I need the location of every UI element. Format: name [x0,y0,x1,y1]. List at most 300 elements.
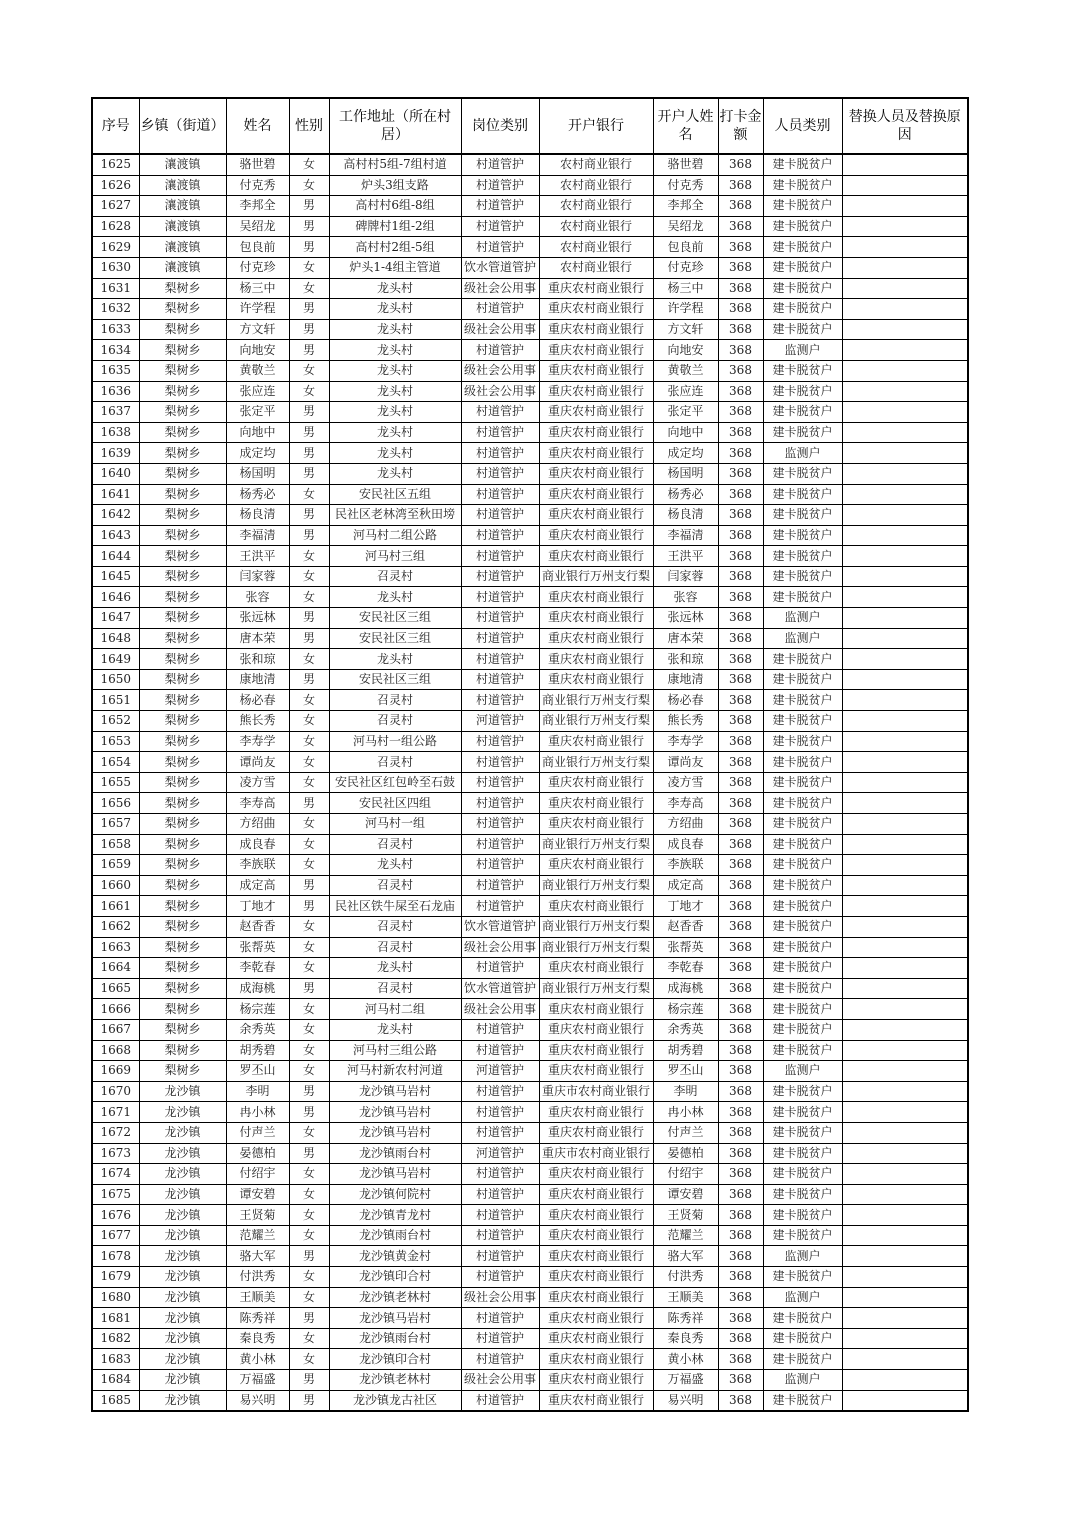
township-cell [139,1349,226,1370]
table-row [92,978,968,999]
work-address-cell-text: 龙头村 [376,383,413,398]
person-category-cell [763,978,842,999]
person-category-cell [763,278,842,299]
serial-cell [92,690,139,711]
account-holder-cell [653,505,718,526]
township-cell [139,587,226,608]
township-cell [139,1122,226,1143]
serial-cell-text: 1635 [100,363,132,378]
work-address-cell [329,360,461,381]
replacement-cell [842,422,968,443]
name-cell-text: 胡秀碧 [239,1042,276,1057]
post-type-cell [461,525,539,546]
bank-cell-text: 重庆农村商业银行 [547,404,644,419]
person-category-cell [763,855,842,876]
serial-cell [92,587,139,608]
post-type-cell [461,1370,539,1391]
work-address-cell-text: 龙头村 [376,651,413,666]
account-holder-cell [653,566,718,587]
name-cell-text: 骆世碧 [239,157,276,172]
work-address-cell [329,196,461,217]
township-cell [139,1081,226,1102]
post-type-cell [461,628,539,649]
name-cell [226,1370,289,1391]
person-category-cell [763,299,842,320]
gender-cell [289,875,329,896]
amount-cell [718,1019,763,1040]
gender-cell-text: 男 [302,898,315,913]
serial-cell [92,834,139,855]
bank-cell [539,669,653,690]
name-cell-text: 包良前 [239,239,276,254]
bank-cell [539,896,653,917]
table-row [92,463,968,484]
bank-cell [539,628,653,649]
name-cell-text: 吴绍龙 [239,219,276,234]
person-category-cell-text: 建卡脱贫户 [772,548,833,563]
amount-cell [718,772,763,793]
person-category-cell-text: 监测户 [784,445,821,460]
township-cell [139,834,226,855]
col-header-township: 乡镇（街道） [139,98,226,154]
account-holder-cell-text: 付声兰 [667,1125,704,1140]
account-holder-cell-text: 杨良清 [667,507,704,522]
gender-cell [289,1390,329,1411]
name-cell [226,257,289,278]
person-category-cell-text: 建卡脱贫户 [772,280,833,295]
post-type-cell-text: 村道管护 [475,589,524,604]
bank-cell-text: 重庆农村商业银行 [547,857,644,872]
name-cell-text: 王顺美 [239,1289,276,1304]
name-cell [226,978,289,999]
name-cell-text: 张和琼 [239,651,276,666]
gender-cell-text: 男 [302,1372,315,1387]
name-cell [226,278,289,299]
bank-cell-text: 重庆农村商业银行 [547,342,644,357]
post-type-cell-text: 村道管护 [475,754,524,769]
bank-cell [539,814,653,835]
person-category-cell-text: 建卡脱贫户 [772,157,833,172]
account-holder-cell-text: 成定高 [667,878,704,893]
township-cell [139,546,226,567]
gender-cell [289,216,329,237]
account-holder-cell [653,1122,718,1143]
account-holder-cell-text: 唐本荣 [667,630,704,645]
amount-cell [718,278,763,299]
account-holder-cell [653,525,718,546]
township-cell-text: 梨树乡 [164,733,201,748]
replacement-cell [842,154,968,175]
gender-cell [289,978,329,999]
name-cell-text: 张应连 [239,383,276,398]
person-category-cell [763,1205,842,1226]
name-cell-text: 李乾春 [239,960,276,975]
post-type-cell [461,505,539,526]
replacement-cell [842,1143,968,1164]
bank-cell-text: 农村商业银行 [559,177,632,192]
account-holder-cell-text: 丁地才 [667,898,704,913]
account-holder-cell [653,216,718,237]
post-type-cell [461,793,539,814]
person-category-cell-text: 建卡脱贫户 [772,857,833,872]
bank-cell-text: 农村商业银行 [559,219,632,234]
gender-cell [289,402,329,423]
replacement-cell [842,1184,968,1205]
person-category-cell [763,360,842,381]
gender-cell [289,196,329,217]
name-cell-text: 万福盛 [239,1372,276,1387]
township-cell [139,463,226,484]
bank-cell-text: 重庆农村商业银行 [547,1042,644,1057]
bank-cell-text: 重庆农村商业银行 [547,1351,644,1366]
work-address-cell-text: 安民社区三组 [358,610,431,625]
work-address-cell-text: 龙头村 [376,589,413,604]
work-address-cell [329,1390,461,1411]
township-cell [139,752,226,773]
person-category-cell [763,154,842,175]
name-cell-text: 熊长秀 [239,713,276,728]
post-type-cell [461,463,539,484]
work-address-cell-text: 龙头村 [376,342,413,357]
post-type-cell-text: 村道管护 [475,1331,524,1346]
serial-cell [92,731,139,752]
gender-cell [289,1308,329,1329]
work-address-cell [329,793,461,814]
account-holder-cell [653,278,718,299]
table-row [92,628,968,649]
bank-cell [539,340,653,361]
person-category-cell-text: 建卡脱贫户 [772,878,833,893]
person-category-cell-text: 建卡脱贫户 [772,239,833,254]
account-holder-cell [653,1143,718,1164]
serial-cell-text: 1629 [100,239,132,254]
person-category-cell [763,402,842,423]
replacement-cell [842,1390,968,1411]
township-cell-text: 梨树乡 [164,795,201,810]
table-row [92,216,968,237]
township-cell [139,1019,226,1040]
serial-cell-text: 1678 [100,1248,132,1263]
serial-cell [92,1246,139,1267]
serial-cell-text: 1640 [100,466,132,481]
township-cell [139,1308,226,1329]
township-cell-text: 梨树乡 [164,486,201,501]
gender-cell [289,278,329,299]
serial-cell [92,196,139,217]
gender-cell-text: 女 [302,1001,315,1016]
work-address-cell [329,1164,461,1185]
account-holder-cell [653,752,718,773]
township-cell-text: 龙沙镇 [164,1269,201,1284]
serial-cell-text: 1630 [100,260,132,275]
post-type-cell-text: 村道管护 [475,1042,524,1057]
table-row [92,937,968,958]
amount-cell [718,587,763,608]
amount-cell [718,216,763,237]
person-category-cell [763,669,842,690]
amount-cell [718,1164,763,1185]
table-row [92,566,968,587]
post-type-cell [461,299,539,320]
account-holder-cell [653,628,718,649]
post-type-cell-text: 村道管护 [475,878,524,893]
work-address-cell [329,443,461,464]
post-type-cell [461,1081,539,1102]
table-row [92,1122,968,1143]
post-type-cell [461,772,539,793]
serial-cell [92,1225,139,1246]
township-cell-text: 龙沙镇 [164,1125,201,1140]
bank-cell-text: 重庆农村商业银行 [547,1228,644,1243]
gender-cell [289,1225,329,1246]
person-category-cell [763,587,842,608]
post-type-cell-text: 级社会公用事 [463,1289,536,1304]
bank-cell-text: 重庆农村商业银行 [547,383,644,398]
person-category-cell-text: 建卡脱贫户 [772,1310,833,1325]
header-row [92,98,968,154]
amount-cell-text: 368 [729,1351,752,1366]
table-row [92,772,968,793]
amount-cell-text: 368 [729,589,752,604]
amount-cell-text: 368 [729,816,752,831]
replacement-cell [842,669,968,690]
gender-cell [289,1040,329,1061]
name-cell-text: 秦良秀 [239,1331,276,1346]
gender-cell-text: 男 [302,507,315,522]
bank-cell-text: 商业银行万州支行梨 [541,981,650,996]
amount-cell [718,360,763,381]
township-cell [139,1225,226,1246]
post-type-cell-text: 级社会公用事 [463,383,536,398]
account-holder-cell-text: 付洪秀 [667,1269,704,1284]
account-holder-cell-text: 杨国明 [667,466,704,481]
work-address-cell-text: 龙头村 [376,857,413,872]
post-type-cell-text: 村道管护 [475,569,524,584]
work-address-cell-text: 龙沙镇雨台村 [358,1228,431,1243]
name-cell-text: 唐本荣 [239,630,276,645]
table-row [92,1081,968,1102]
name-cell-text: 李寿高 [239,795,276,810]
account-holder-cell [653,875,718,896]
gender-cell [289,1102,329,1123]
account-holder-cell-text: 万福盛 [667,1372,704,1387]
post-type-cell-text: 饮水管道管护 [463,919,536,934]
work-address-cell-text: 河马村二组公路 [352,527,437,542]
post-type-cell [461,1040,539,1061]
table-row [92,1390,968,1411]
replacement-cell [842,1246,968,1267]
post-type-cell-text: 村道管护 [475,177,524,192]
name-cell [226,1308,289,1329]
table-row [92,525,968,546]
account-holder-cell [653,731,718,752]
replacement-cell [842,916,968,937]
serial-cell-text: 1677 [100,1228,132,1243]
name-cell [226,1184,289,1205]
work-address-cell-text: 龙沙镇龙古社区 [352,1392,437,1407]
amount-cell [718,319,763,340]
account-holder-cell-text: 胡秀碧 [667,1042,704,1057]
work-address-cell [329,896,461,917]
gender-cell [289,525,329,546]
person-category-cell [763,958,842,979]
work-address-cell-text: 龙头村 [376,466,413,481]
serial-cell-text: 1631 [100,280,132,295]
serial-cell-text: 1638 [100,425,132,440]
bank-cell [539,1081,653,1102]
bank-cell [539,257,653,278]
work-address-cell-text: 高村村6组-8组 [355,198,435,213]
post-type-cell-text: 级社会公用事 [463,1372,536,1387]
account-holder-cell-text: 张远林 [667,610,704,625]
serial-cell-text: 1670 [100,1084,132,1099]
replacement-cell [842,1164,968,1185]
township-cell-text: 梨树乡 [164,1022,201,1037]
work-address-cell-text: 龙沙镇马岩村 [358,1310,431,1325]
name-cell-text: 李寿学 [239,733,276,748]
account-holder-cell-text: 康地清 [667,672,704,687]
gender-cell [289,690,329,711]
serial-cell-text: 1673 [100,1145,132,1160]
gender-cell [289,443,329,464]
post-type-cell [461,875,539,896]
bank-cell [539,793,653,814]
serial-cell-text: 1669 [100,1063,132,1078]
name-cell-text: 冉小林 [239,1104,276,1119]
person-category-cell [763,443,842,464]
post-type-cell-text: 村道管护 [475,486,524,501]
gender-cell-text: 女 [302,589,315,604]
account-holder-cell-text: 易兴明 [667,1392,704,1407]
gender-cell-text: 女 [302,548,315,563]
bank-cell-text: 重庆农村商业银行 [547,795,644,810]
bank-cell [539,875,653,896]
account-holder-cell-text: 范耀兰 [667,1228,704,1243]
amount-cell-text: 368 [729,1125,752,1140]
gender-cell [289,237,329,258]
name-cell [226,1328,289,1349]
serial-cell-text: 1646 [100,589,132,604]
person-category-cell [763,340,842,361]
replacement-cell [842,1205,968,1226]
name-cell [226,896,289,917]
person-category-cell [763,1184,842,1205]
table-row [92,752,968,773]
work-address-cell-text: 河马村一组 [364,816,425,831]
table-row [92,1019,968,1040]
name-cell-text: 张帮英 [239,939,276,954]
work-address-cell [329,340,461,361]
township-cell-text: 梨树乡 [164,754,201,769]
amount-cell-text: 368 [729,1392,752,1407]
work-address-cell [329,319,461,340]
person-category-cell-text: 建卡脱贫户 [772,425,833,440]
serial-cell [92,896,139,917]
name-cell [226,340,289,361]
replacement-cell [842,1061,968,1082]
name-cell-text: 谭安碧 [239,1186,276,1201]
serial-cell [92,175,139,196]
person-category-cell-text: 建卡脱贫户 [772,795,833,810]
amount-cell-text: 368 [729,1248,752,1263]
post-type-cell [461,257,539,278]
work-address-cell [329,1205,461,1226]
township-cell-text: 梨树乡 [164,301,201,316]
post-type-cell-text: 村道管护 [475,898,524,913]
serial-cell-text: 1628 [100,219,132,234]
gender-cell [289,1267,329,1288]
amount-cell [718,896,763,917]
township-cell [139,896,226,917]
bank-cell [539,360,653,381]
gender-cell-text: 男 [302,630,315,645]
township-cell-text: 龙沙镇 [164,1084,201,1099]
bank-cell-text: 重庆农村商业银行 [547,775,644,790]
work-address-cell [329,1040,461,1061]
account-holder-cell [653,999,718,1020]
serial-cell-text: 1637 [100,404,132,419]
bank-cell [539,1370,653,1391]
person-category-cell [763,196,842,217]
amount-cell-text: 368 [729,1042,752,1057]
name-cell-text: 范耀兰 [239,1228,276,1243]
person-category-cell-text: 建卡脱贫户 [772,1166,833,1181]
amount-cell [718,463,763,484]
name-cell-text: 付声兰 [239,1125,276,1140]
person-category-cell [763,505,842,526]
amount-cell-text: 368 [729,939,752,954]
account-holder-cell-text: 付绍宇 [667,1166,704,1181]
name-cell-text: 康地清 [239,672,276,687]
gender-cell-text: 女 [302,1289,315,1304]
table-row [92,1143,968,1164]
work-address-cell [329,422,461,443]
amount-cell-text: 368 [729,754,752,769]
amount-cell [718,299,763,320]
work-address-cell [329,237,461,258]
work-address-cell-text: 龙头村 [376,445,413,460]
name-cell [226,669,289,690]
account-holder-cell [653,1205,718,1226]
replacement-cell [842,855,968,876]
post-type-cell [461,711,539,732]
work-address-cell [329,566,461,587]
township-cell-text: 梨树乡 [164,610,201,625]
account-holder-cell [653,484,718,505]
amount-cell-text: 368 [729,548,752,563]
name-cell [226,628,289,649]
serial-cell [92,1287,139,1308]
bank-cell-text: 重庆农村商业银行 [547,1125,644,1140]
replacement-cell [842,1081,968,1102]
name-cell-text: 晏德柏 [239,1145,276,1160]
post-type-cell-text: 村道管护 [475,1351,524,1366]
amount-cell [718,916,763,937]
serial-cell [92,278,139,299]
name-cell [226,1390,289,1411]
replacement-cell [842,814,968,835]
person-category-cell [763,1102,842,1123]
person-category-cell [763,484,842,505]
township-cell [139,731,226,752]
name-cell [226,1225,289,1246]
account-holder-cell [653,834,718,855]
person-category-cell-text: 建卡脱贫户 [772,672,833,687]
account-holder-cell-text: 李寿学 [667,733,704,748]
post-type-cell [461,216,539,237]
amount-cell-text: 368 [729,527,752,542]
serial-cell-text: 1680 [100,1289,132,1304]
